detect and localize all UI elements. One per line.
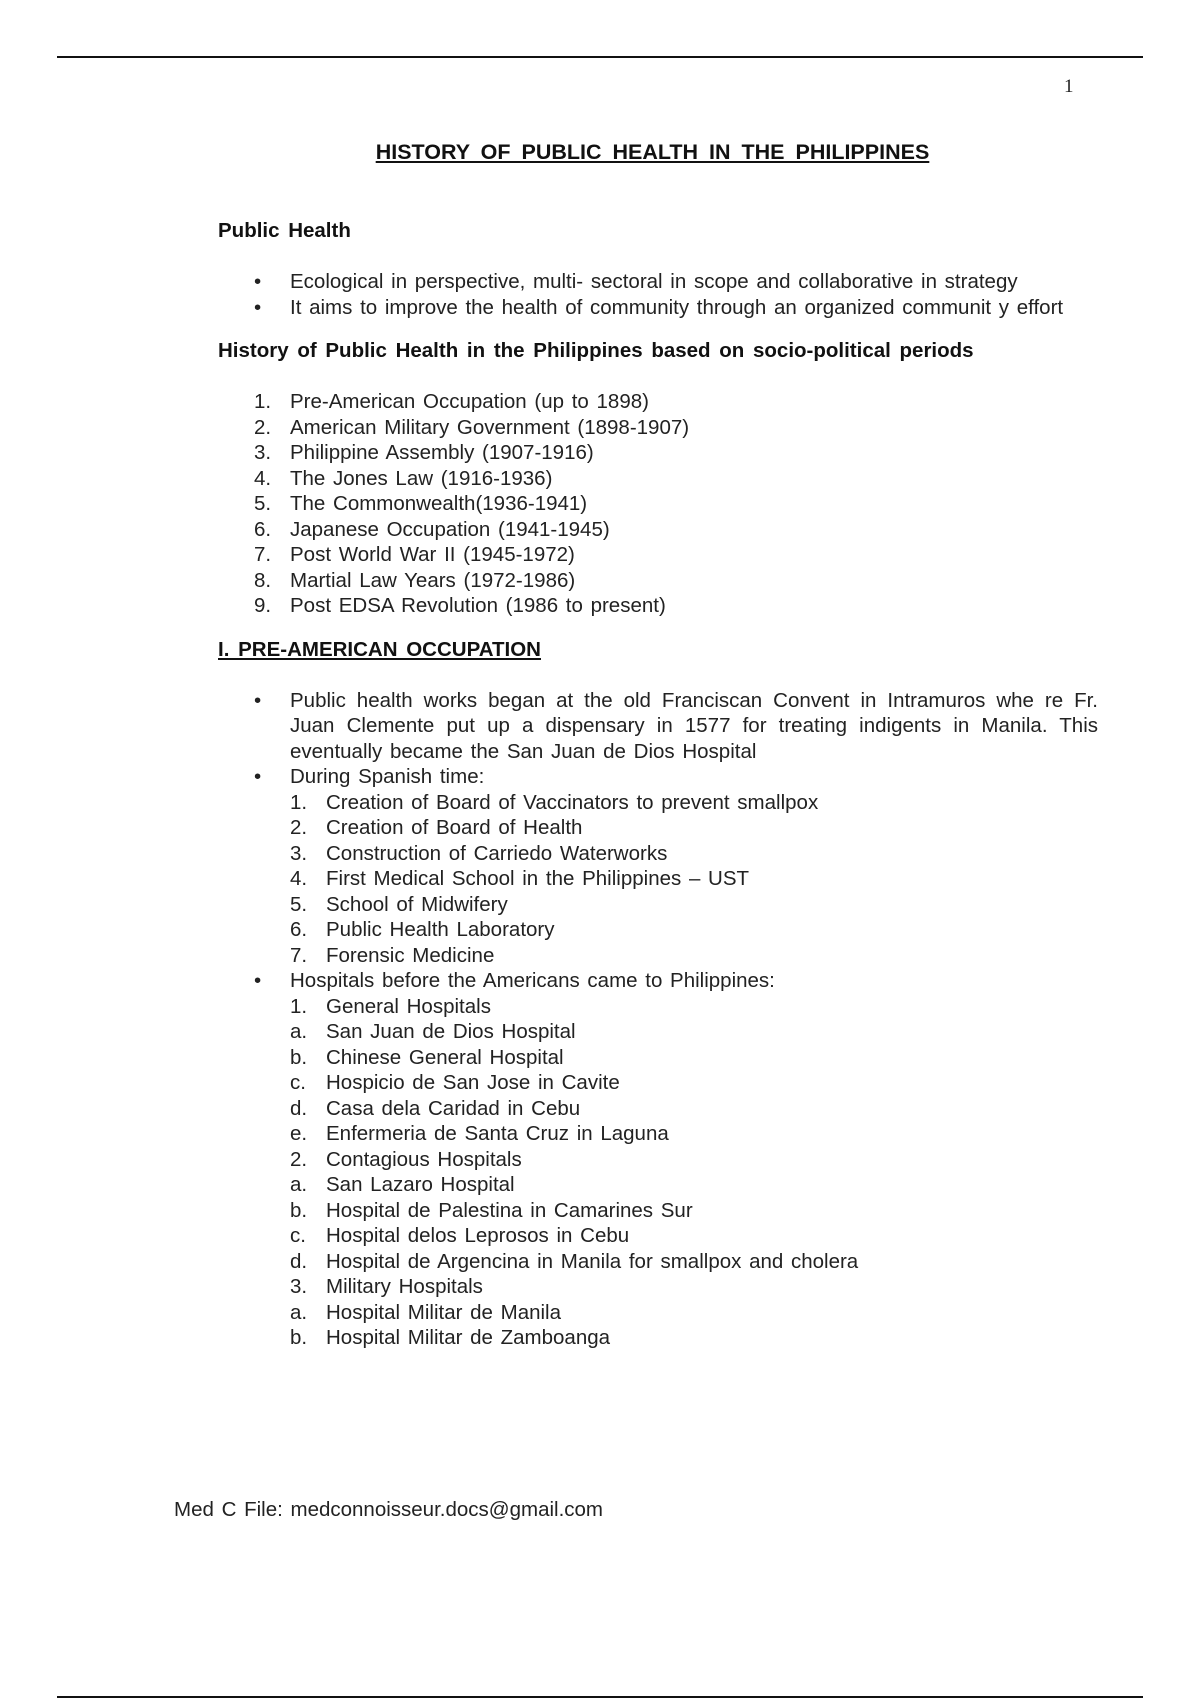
list-text: San Juan de Dios Hospital — [326, 1020, 576, 1043]
list-letter: d. — [290, 1096, 308, 1120]
periods-list — [218, 389, 1098, 619]
list-text: Hospicio de San Jose in Cavite — [326, 1071, 620, 1094]
list-number: 4. — [254, 466, 272, 490]
list-text: San Lazaro Hospital — [326, 1173, 515, 1196]
list-item — [218, 1172, 1098, 1198]
bullet-text: Hospitals before the Americans came to Philippines: — [290, 969, 775, 992]
list-item — [218, 1300, 1098, 1326]
list-text: Philippine Assembly (1907-1916) — [290, 441, 594, 464]
list-letter: b. — [290, 1198, 308, 1222]
list-text: Post EDSA Revolution (1986 to present) — [290, 594, 666, 617]
general-hospitals-list — [218, 1019, 1098, 1147]
list-number: 9. — [254, 594, 272, 617]
list-item — [218, 1045, 1098, 1071]
document-body — [218, 216, 1098, 1351]
list-text: Forensic Medicine — [326, 943, 495, 967]
list-number: 4. — [290, 867, 308, 890]
list-text: Hospital de Palestina in Camarines Sur — [326, 1198, 693, 1222]
list-item — [218, 1325, 1098, 1351]
list-item — [290, 841, 1098, 867]
list-text: Construction of Carriedo Waterworks — [326, 841, 668, 865]
bullet-item — [218, 688, 1098, 765]
bullet-item — [218, 764, 1098, 968]
list-text: Enfermeria de Santa Cruz in Laguna — [326, 1122, 669, 1145]
document-title: HISTORY OF PUBLIC HEALTH IN THE PHILIPPINES — [375, 140, 930, 164]
footer-contact: Med C File: medconnoisseur.docs@gmail.com — [174, 1498, 604, 1521]
public-health-heading: Public Health — [218, 219, 351, 242]
list-text: Hospital de Argencina in Manila for smallpox and cholera — [326, 1249, 859, 1273]
list-text: Hospital Militar de Manila — [326, 1300, 562, 1324]
list-item — [218, 1249, 1098, 1275]
page-number: 1 — [1064, 76, 1074, 97]
periods-section — [218, 336, 1098, 619]
list-number: 2. — [254, 415, 272, 439]
list-text: Creation of Board of Vaccinators to prevent smallpox — [326, 790, 819, 814]
bullet-item: • Ecological in perspective, multi- sectoral in scope and collaborative in strategy — [218, 269, 1098, 295]
list-text: Chinese General Hospital — [326, 1045, 564, 1069]
period-item — [218, 568, 1098, 594]
list-letter: d. — [290, 1249, 308, 1273]
bottom-rule — [57, 1696, 1143, 1698]
list-text: Public Health Laboratory — [326, 918, 555, 941]
list-text: Military Hospitals — [326, 1275, 483, 1298]
bullet-text: Public health works began at the old Franciscan Convent in Intramuros whe re Fr. Juan Clemente put up a dispensary in 1577 for treating indigents in Manila. This eventually became the San Juan de Dios Hospital — [290, 688, 1098, 763]
list-number: 1. — [290, 790, 308, 814]
contagious-hospitals-list — [218, 1172, 1098, 1274]
bullet-item: • It aims to improve the health of community through an organized communit y effort — [218, 295, 1098, 321]
list-number: 5. — [254, 492, 272, 515]
pre-american-heading: I. PRE-AMERICAN OCCUPATION — [218, 637, 541, 661]
period-item — [218, 466, 1098, 492]
list-text: Japanese Occupation (1941-1945) — [290, 517, 610, 541]
period-item — [218, 542, 1098, 568]
list-number: 1. — [254, 390, 272, 413]
period-item — [218, 440, 1098, 466]
periods-heading: History of Public Health in the Philippines based on socio-political periods — [218, 339, 974, 362]
list-item — [290, 790, 1098, 816]
list-letter: c. — [290, 1071, 306, 1094]
list-text: Contagious Hospitals — [326, 1147, 522, 1171]
list-item — [218, 1096, 1098, 1122]
list-letter: b. — [290, 1326, 308, 1349]
list-item — [218, 1223, 1098, 1249]
period-item — [218, 415, 1098, 441]
list-text: Martial Law Years (1972-1986) — [290, 568, 576, 592]
list-letter: e. — [290, 1122, 308, 1145]
list-text: Pre-American Occupation (up to 1898) — [290, 390, 649, 413]
list-text: Post World War II (1945-1972) — [290, 543, 575, 566]
public-health-bullets — [218, 269, 1098, 320]
list-number: 6. — [254, 517, 272, 541]
hospital-group — [290, 994, 1098, 1020]
list-number: 2. — [290, 1147, 308, 1171]
list-letter: a. — [290, 1020, 308, 1043]
list-text: General Hospitals — [326, 994, 491, 1018]
list-item — [290, 943, 1098, 969]
list-item — [218, 1070, 1098, 1096]
list-number: 3. — [290, 1275, 308, 1298]
list-item — [290, 866, 1098, 892]
list-item — [218, 1121, 1098, 1147]
period-item — [218, 593, 1098, 619]
hospital-groups-list — [290, 994, 1098, 1020]
hospital-groups-list — [290, 1147, 1098, 1173]
list-item — [218, 1019, 1098, 1045]
list-text: First Medical School in the Philippines – UST — [326, 867, 750, 890]
list-number: 3. — [290, 841, 308, 865]
list-text: Hospital Militar de Zamboanga — [326, 1326, 611, 1349]
list-number: 7. — [254, 543, 272, 566]
military-hospitals-list — [218, 1300, 1098, 1351]
list-item — [218, 1198, 1098, 1224]
public-health-section — [218, 216, 1098, 320]
list-text: American Military Government (1898-1907) — [290, 415, 690, 439]
list-text: School of Midwifery — [326, 892, 508, 916]
list-item — [290, 917, 1098, 943]
period-item — [218, 491, 1098, 517]
list-letter: a. — [290, 1173, 308, 1196]
list-text: Creation of Board of Health — [326, 816, 583, 839]
list-item — [290, 892, 1098, 918]
pre-american-section — [218, 635, 1098, 1351]
list-letter: b. — [290, 1045, 308, 1069]
bullet-text: During Spanish time: — [290, 765, 485, 788]
period-item — [218, 517, 1098, 543]
spanish-time-list — [290, 790, 1098, 969]
list-letter: c. — [290, 1224, 306, 1247]
hospital-group — [290, 1147, 1098, 1173]
list-number: 8. — [254, 568, 272, 592]
list-item — [290, 815, 1098, 841]
hospital-group — [290, 1274, 1098, 1300]
list-text: Hospital delos Leprosos in Cebu — [326, 1224, 630, 1247]
list-text: The Commonwealth(1936-1941) — [290, 492, 588, 515]
pre-american-bullets — [218, 688, 1098, 1351]
bullet-item — [218, 968, 1098, 1351]
list-number: 2. — [290, 816, 308, 839]
period-item — [218, 389, 1098, 415]
list-text: The Jones Law (1916-1936) — [290, 466, 553, 490]
list-number: 6. — [290, 918, 308, 941]
list-letter: a. — [290, 1300, 308, 1324]
list-text: Casa dela Caridad in Cebu — [326, 1096, 581, 1120]
top-rule — [57, 56, 1143, 58]
list-number: 7. — [290, 943, 308, 967]
list-number: 3. — [254, 441, 272, 464]
list-number: 5. — [290, 892, 308, 916]
hospital-groups-list — [290, 1274, 1098, 1300]
list-number: 1. — [290, 994, 308, 1018]
